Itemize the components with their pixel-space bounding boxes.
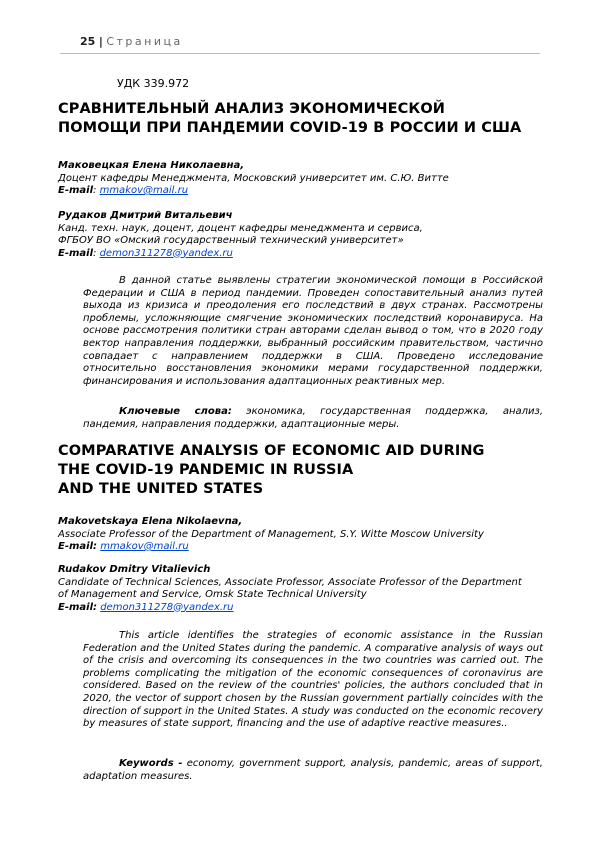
keywords-text: экономика, государственная поддержка, анализ, пандемия, направления поддержки, адаптационные меры.: [83, 406, 544, 430]
email-link[interactable]: mmakov@mail.ru: [100, 541, 189, 552]
author-affiliation: Канд. техн. наук, доцент, доцент кафедры менеджмента и сервиса,: [58, 222, 423, 234]
email-label: E-mail: [58, 247, 94, 259]
running-header: [80, 35, 183, 48]
en-title-line: AND THE UNITED STATES: [58, 481, 264, 497]
abstract-text: This article identifies the strategies of economic assistance in the Russian Federation and the United States during the pandemic. A comparative analysis of ways out of the crisis and overcoming its consequences in the two countries was carried out. The problems complicating the mitigation of the economic consequences of coronavirus are considered. Based on the review of the countries' policies, the authors concluded that in 2020, the vector of support chosen by the Russian government partially coincides with the direction of support in the United States. A study was conducted on the economic recovery by measures of state support, financing and the use of adaptive reactive measures..: [83, 630, 543, 730]
author-name: Маковецкая Елена Николаевна,: [58, 160, 245, 171]
ru-abstract: [83, 275, 543, 388]
email-link[interactable]: demon311278@yandex.ru: [99, 247, 233, 259]
ru-author-2: Рудаков Дмитрий Витальевич Канд. техн. наук, доцент, доцент кафедры менеджмента и сервиса, ФГБОУ ВО «Омский государственный технический университет» E-mail: demon311278@yandex.ru: [58, 210, 548, 260]
header-word: Страница: [106, 35, 183, 48]
ru-title-line: ПОМОЩИ ПРИ ПАНДЕМИИ COVID-19 В РОССИИ И США: [58, 120, 522, 136]
en-abstract: [83, 630, 543, 731]
header-rule: [60, 53, 540, 54]
en-title-line: THE COVID-19 PANDEMIC IN RUSSIA: [58, 462, 354, 478]
author-affiliation: Candidate of Technical Sciences, Associate Professor, Associate Professor of the Department: [58, 576, 522, 588]
ru-title: [58, 100, 548, 138]
ru-keywords: [83, 406, 543, 431]
abstract-text: В данной статье выявлены стратегии экономической помощи в Российской Федерации и США в период пандемии. Проведен сопоставительный анализ путей выхода из кризиса и преодоления его последствий в двух странах. Рассмотрены проблемы, усложняющие смягчение экономических последствий коронавируса. На основе рассмотрения политики стран авторами сделан вывод о том, что в 2020 году вектор направления поддержки, выбранный российским правительством, частично совпадает с направлением поддержки в США. Проведено исследование относительно восстановления экономики мерами государственной поддержки, финансирования и использования адаптационных реактивных мер.: [83, 275, 543, 387]
author-affiliation: ФГБОУ ВО «Омский государственный технический университет»: [58, 235, 404, 246]
header-separator: |: [98, 35, 103, 48]
udk-code: УДК 339.972: [117, 77, 190, 90]
author-name: Rudakov Dmitry Vitalievich: [58, 564, 211, 575]
email-label: E-mail:: [58, 601, 98, 613]
author-name: Makovetskaya Elena Nikolaevna,: [58, 516, 243, 527]
keywords-label: Ключевые слова:: [119, 406, 232, 417]
email-link[interactable]: mmakov@mail.ru: [99, 185, 189, 196]
en-title-line: COMPARATIVE ANALYSIS OF ECONOMIC AID DURING: [58, 443, 485, 459]
author-affiliation: of Management and Service, Omsk State Technical University: [58, 589, 367, 600]
ru-author-1: Маковецкая Елена Николаевна, Доцент кафедры Менеджмента, Московский университет им. С.Ю. Витте E-mail: mmakov@mail.ru: [58, 160, 548, 198]
en-author-1: [58, 516, 548, 554]
email-label: E-mail:: [58, 541, 98, 552]
author-affiliation: Associate Professor of the Department of Management, S.Y. Witte Moscow University: [58, 528, 484, 540]
email-link[interactable]: demon311278@yandex.ru: [100, 601, 234, 613]
page-number: 25: [80, 35, 96, 48]
en-title: [58, 442, 548, 499]
ru-title-line: СРАВНИТЕЛЬНЫЙ АНАЛИЗ ЭКОНОМИЧЕСКОЙ: [58, 101, 445, 117]
email-label: E-mail: [58, 185, 94, 196]
en-keywords: [83, 758, 543, 783]
en-author-2: [58, 564, 548, 614]
keywords-text: economy, government support, analysis, pandemic, areas of support, adaptation measures.: [83, 758, 543, 782]
author-affiliation: Доцент кафедры Менеджмента, Московский университет им. С.Ю. Витте: [58, 172, 449, 184]
keywords-label: Keywords -: [119, 758, 183, 769]
author-name: Рудаков Дмитрий Витальевич: [58, 210, 233, 221]
